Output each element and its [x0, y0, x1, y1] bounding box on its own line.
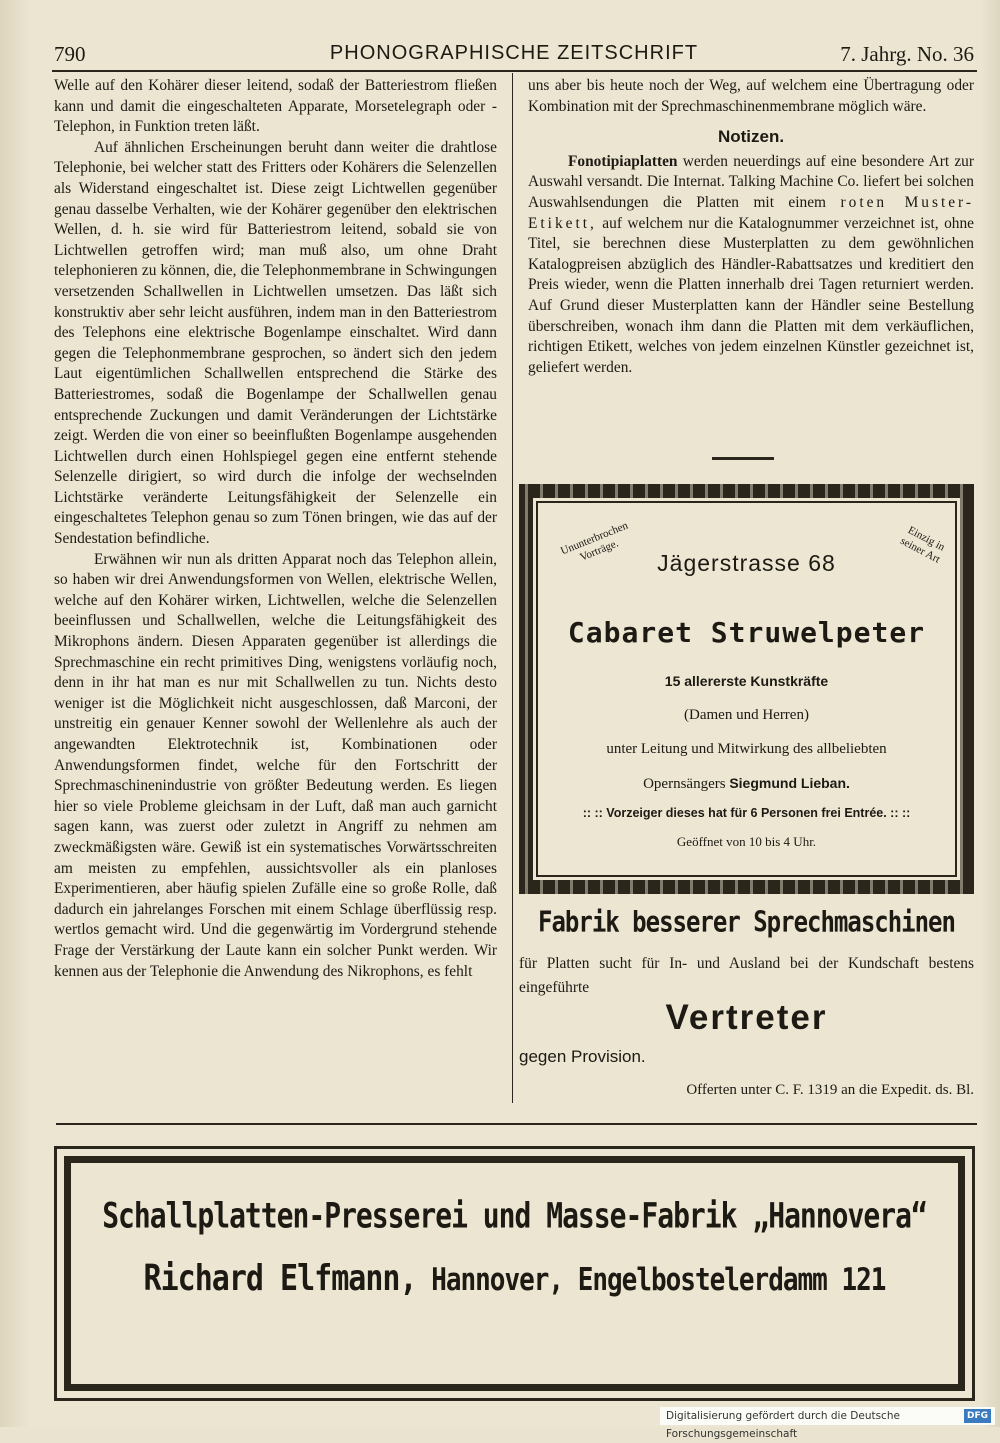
journal-title: PHONOGRAPHISCHE ZEITSCHRIFT	[329, 42, 699, 64]
cabaret-line	[533, 775, 960, 793]
notizen-lead: Fonotipiaplatten	[568, 152, 678, 170]
digitization-footer	[660, 1407, 995, 1440]
singer-name: Siegmund Lieban.	[729, 775, 850, 791]
hannovera-advertisement	[54, 1146, 975, 1401]
vertreter-offer: Offerten unter C. F. 1319 an die Expedit. ds. Bl.	[686, 1082, 974, 1098]
dfg-logo-icon: DFG	[964, 1409, 991, 1423]
paragraph: Erwähnen wir nun als dritten Apparat noch das Telephon allein, so haben wir drei Anwendungsformen von Wellen, elektrische Wellen, welche auf den Kohärer wirken, Lichtwellen, welche die Selenzellen beeinflussen und Schallwellen, welche die Leitungsfähigkeit des Mikrophons ändern. Diesen Apparaten gegenüber ist allerdings die Sprechmaschine ein recht primitives Ding, wenigstens vorläufig noch, denn in ihr hat man es nur mit Schallwellen zu tun. Nichts desto weniger ist die Möglichkeit nicht ausgeschlossen, daß Marconi, der unstreitig ein genauer Kenner sowohl der Wellenlehre als auch der angewandten Elektrotechnik ist, Kombinationen oder Anwendungsformen findet, welche für den Fortschritt der Sprechmaschinenindustrie von größter Bedeutung werden. Es liegen hier so viele Probleme gleichsam in der Luft, daß man auch garnicht sagen kann, was zuerst oder zuletzt in Angriff zu nehmen am zweckmäßigsten wäre. Gewiß ist ein systematisches Vorwärtsschreiten am meisten zu empfehlen, aussichtsvoller als ein planloses Experimentieren, aber häufig spielen Zufälle eine so große Rolle, daß dadurch ein jahrelanges Forschen mit einem Schlage überflüssig resp. wertlos gemacht wird. Und die gegenwärtig im Vordergrund stehende Frage der Verstärkung der Laute kann ein solcher Punkt werden. Wir kennen aus der Telephonie die Anwendung des Nikrophons, es fehlt	[54, 550, 497, 980]
singer-prefix: Opernsängers	[643, 776, 730, 792]
paragraph-continuation: uns aber bis heute noch der Weg, auf welchem eine Übertragung oder Kombination mit der Sprechmaschinenmembrane möglich wäre.	[528, 77, 974, 115]
notizen-text: auf welchem nur die Katalognummer verzeichnet ist, ohne Titel, sie berechnen diese Musterplatten zu dem gewöhnlichen Katalogpreisen abzüglich des Händler-Rabattsatzes und kreditiert den Preis wieder, wenn die Platten innerhalb drei Tagen returniert werden. Auf Grund dieser Musterplatten kann der Händler seine Bestellung überschreiben, wonach ihm dann die Platten mit dem verkäuflichen, richtigen Etikett, welches von jedem einzelnen Künstler gezeichnet ist, geliefert werden.	[528, 214, 974, 376]
notizen-text: werden neuerdings auf eine besondere Art zur Auswahl versandt. Die Internat. Talking Machine Co. liefert bei solchen Auswahlsendungen die Platten mit einem	[528, 152, 974, 211]
left-tagline: Ununterbrochen Vorträge.	[558, 519, 630, 564]
hannovera-headline: Schallplatten-Presserei und Masse-Fabrik „Hannovera“	[102, 1194, 927, 1237]
hannovera-address: Hannover, Engelbostelerdamm 121	[431, 1262, 886, 1299]
vertreter-big: Vertreter	[665, 998, 828, 1037]
cabaret-line: (Damen und Herren)	[684, 707, 809, 723]
cabaret-advertisement	[519, 484, 974, 894]
notizen-spaced-text: roten Muster-Etikett,	[528, 193, 974, 232]
hannovera-address-line	[57, 1258, 972, 1300]
hannovera-owner: Richard Elfmann,	[143, 1257, 417, 1300]
notizen-heading: Notizen.	[717, 127, 785, 147]
page-number: 790	[54, 42, 86, 66]
cabaret-line: Geöffnet von 10 bis 4 Uhr.	[676, 834, 817, 849]
cabaret-line: :: :: Vorzeiger dieses hat für 6 Personen frei Entrée. :: ::	[582, 806, 911, 820]
footer-text: Digitalisierung gefördert durch die Deutsche Forschungsgemeinschaft	[666, 1410, 900, 1440]
section-rule	[56, 1123, 977, 1125]
right-column	[528, 76, 974, 378]
column-divider	[512, 73, 513, 1103]
paragraph: Auf ähnlichen Erscheinungen beruht dann weiter die drahtlose Telephonie, bei welcher statt des Fritters oder Kohärers die Selenzellen als Widerstand eingeschaltet ist. Diese zeigt Lichtwellen gegenüber genau dasselbe Verhalten, wie der Kohärer gegenüber den elektrischen Wellen, d. h. sie wird für Batteriestrom leitend, sobald sie von Lichtwellen getroffen wird; man muß also, um ohne Draht telephonieren zu können, die, die Telephonmembrane in Schwingungen versetzenden Schallwellen in Lichtwellen umsetzen. Das läßt sich konstruktiv aber sehr leicht ausführen, indem man in den Batteriestrom des Telephons eine elektrische Bogenlampe einschaltet. Wird dann gegen die Telephonmembrane gesprochen, so ändert sich den jedem Laut eigentümlichen Schallwellen entsprechend die Stärke des Batteriestromes, sodaß die Bogenlampe der Schallwellen genau entsprechende Zuckungen und damit Veränderungen der Lichtstärke zeigt. Werden die von einer so beeinflußten Bogenlampe ausgehenden Lichtwellen durch einen Hohlspiegel gegen eine entfernt stehende Selenzelle dirigiert, so wird durch die infolge der wechselnden Lichtstärke veränderte Leitungsfähigkeit der Selenzelle ein eingeschaltetes Telephon genau so zum Tönen bringen, wie das auf der Sendestation befindliche.	[54, 138, 497, 548]
paragraph: Welle auf den Kohärer dieser leitend, sodaß der Batteriestrom fließen kann und damit die eingeschalteten Apparate, Morsetelegraph oder -Telephon, in Funktion treten läßt.	[54, 77, 497, 136]
vertreter-headline: Fabrik besserer Sprechmaschinen	[538, 905, 955, 939]
cabaret-address: Jägerstrasse 68	[657, 550, 836, 576]
cabaret-line: 15 allererste Kunstkräfte	[664, 673, 829, 689]
header-rule	[52, 70, 977, 72]
section-rule	[712, 457, 774, 460]
vertreter-sub: gegen Provision.	[519, 1047, 646, 1066]
cabaret-name: Cabaret Struwelpeter	[567, 616, 926, 649]
cabaret-line: unter Leitung und Mitwirkung des allbeliebten	[606, 741, 887, 757]
page-header	[54, 40, 974, 70]
right-tagline: Einzig in seiner Art	[898, 524, 947, 566]
notizen-paragraph	[528, 152, 974, 379]
left-column	[54, 76, 497, 982]
volume-number: 7. Jahrg. No. 36	[840, 42, 974, 66]
vertreter-text: für Platten sucht für In- und Ausland bei der Kundschaft bestens eingeführte	[519, 955, 974, 996]
vertreter-advertisement	[519, 902, 974, 1107]
